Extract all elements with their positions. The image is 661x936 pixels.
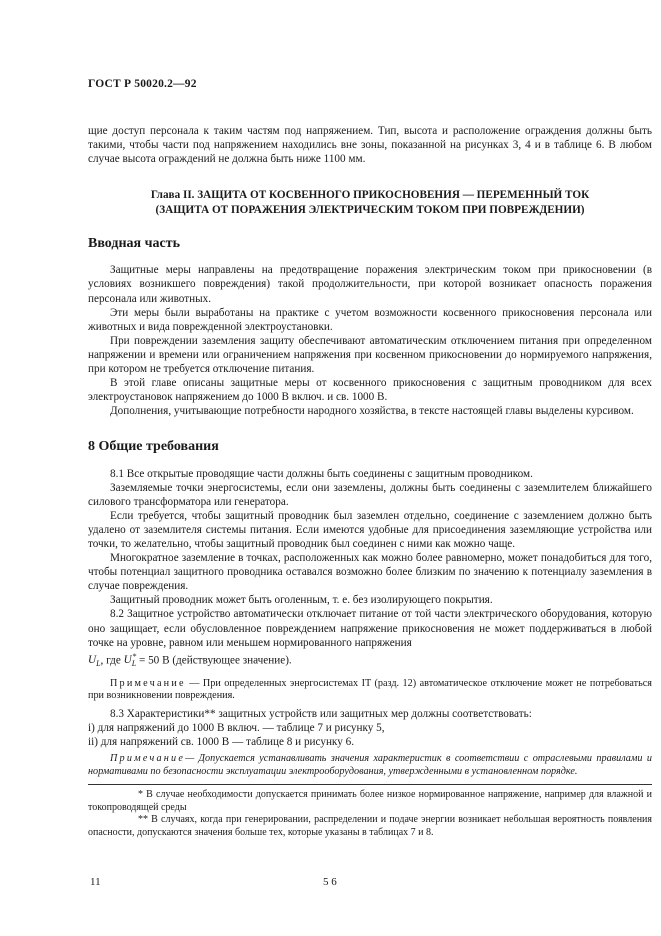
section-8-2: 8.2 Защитное устройство автоматически отключает питание от той части электрического оборудования, которую оно защищает, если обусловленное повреждением напряжение прикосновения не может поддерживаться в любой точке на уровне, равном или меньшем нормированного напряжения $U_L$, где $U_L^* = 50$ В (действующее значение). bbox=[88, 608, 652, 669]
note-2: Примечание— Допускается устанавливать значения характеристик в соответствии с отраслевыми правилами и нормативами по безопасности эксплуатации электрооборудования, утвержденными в установленном порядке. bbox=[88, 753, 652, 777]
section-8-3: 8.3 Характеристики** защитных устройств или защитных мер должны соответствовать: bbox=[110, 707, 532, 720]
intro-paragraph-4: В этой главе описаны защитные меры от косвенного прикосновения с защитным проводником для всех электроустановок напряжением до 1000 В включ. и св. 1000 В. bbox=[88, 377, 652, 404]
ul-symbol: $U_L$ bbox=[88, 654, 101, 669]
section-8-3-item-i: i) для напряжений до 1000 В включ. — таблице 7 и рисунку 5, bbox=[88, 722, 385, 735]
ul-star-symbol: $U_L^*$ bbox=[123, 651, 137, 669]
intro-paragraph: щие доступ персонала к таким частям под напряжением. Тип, высота и расположение ограждения должны быть такими, чтобы части под напряжением находились вне зоны, показанной на рисунках 3, 4 и в таблице 6. В любом случае высота ограждений не должна быть ниже 1100 мм. bbox=[88, 125, 652, 166]
footnote-1: * В случае необходимости допускается принимать более низкое нормированное напряжение, например для влажной и токопроводящей среды bbox=[88, 789, 652, 813]
intro-paragraph-1: Защитные меры направлены на предотвращение поражения электрическим током при прикосновении (в условиях возникшего повреждения) такой продолжительности, при которой возникает опасность поражения персонала или животных. bbox=[88, 264, 652, 305]
section-8-title: 8 Общие требования bbox=[88, 439, 219, 455]
intro-paragraph-5: Дополнения, учитывающие потребности народного хозяйства, в тексте настоящей главы выделены курсивом. bbox=[110, 405, 634, 418]
footnote-2: ** В случаях, когда при генерировании, распределении и подаче энергии возникает небольшая вероятность появления опасности, допускаются значения больше тех, которые указаны в таблицах 7 и 8. bbox=[88, 814, 652, 838]
page-body bbox=[88, 124, 652, 839]
footnote-divider bbox=[88, 784, 652, 785]
chapter-title bbox=[88, 188, 652, 217]
section-8-bare-conductor: Защитный проводник может быть оголенным, т. е. без изолирующего покрытия. bbox=[110, 594, 493, 607]
section-8-1: 8.1 Все открытые проводящие части должны быть соединены с защитным проводником. bbox=[110, 467, 533, 480]
page-number-center: 5 6 bbox=[323, 876, 337, 888]
page-header: ГОСТ Р 50020.2—92 bbox=[88, 78, 197, 90]
section-8-separate-grounding: Если требуется, чтобы защитный проводник был заземлен отдельно, соединение с заземлением должно быть удалено от заземлителя системы питания. Если имеются удобные для присоединения заземляющие устройства или точки, то желательно, чтобы защитный проводник был соединен с ними как можно чаще. bbox=[88, 509, 652, 550]
page-number-left: 11 bbox=[90, 876, 101, 888]
chapter-title-line-1: Глава II. ЗАЩИТА ОТ КОСВЕННОГО ПРИКОСНОВЕНИЯ — ПЕРЕМЕННЫЙ ТОК bbox=[150, 189, 590, 202]
intro-paragraph-3: При повреждении заземления защиту обеспечивают автоматическим отключением питания при определенном напряжении и времени или ограничением напряжения при косвенном прикосновении до нормируемого напряжения, при котором не требуется отключение питания. bbox=[88, 334, 652, 376]
section-8-multiple-grounding: Многократное заземление в точках, расположенных как можно более равномерно, может понадобиться для того, чтобы потенциал защитного проводника оставался возможно более близким по значению к потенциалу заземления в случае повреждения. bbox=[88, 552, 652, 593]
section-8-3-item-ii: ii) для напряжений св. 1000 В — таблице 8 и рисунку 6. bbox=[88, 736, 354, 749]
intro-paragraph-2: Эти меры были выработаны на практике с учетом возможности косвенного прикосновения персонала или животных и вида поврежденной электроустановки. bbox=[88, 306, 652, 333]
section-8-grounding-points: Заземляемые точки энергосистемы, если они заземлены, должны быть соединены с заземлителем ближайшего силового трансформатора или генератора. bbox=[88, 481, 652, 508]
intro-section-title: Вводная часть bbox=[88, 236, 181, 252]
chapter-title-line-2: (ЗАЩИТА ОТ ПОРАЖЕНИЯ ЭЛЕКТРИЧЕСКИМ ТОКОМ ПРИ ПОВРЕЖДЕНИИ) bbox=[155, 203, 585, 216]
note-1: Примечание — При определенных энергосистемах IT (разд. 12) автоматическое отключение может не потребоваться при возникновении повреждения. bbox=[88, 677, 652, 702]
